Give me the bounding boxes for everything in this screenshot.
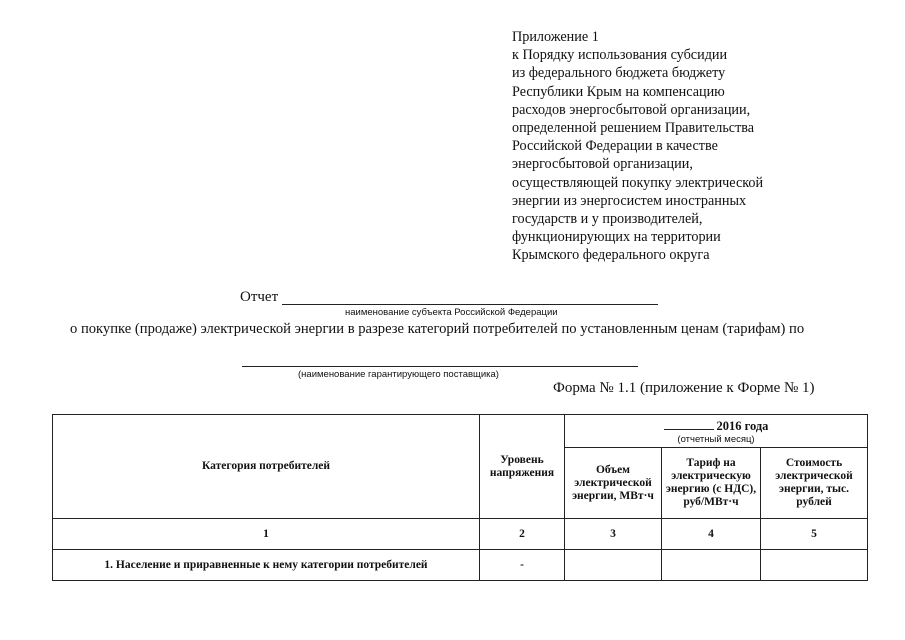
period-caption: (отчетный месяц)	[677, 434, 755, 445]
subject-fill-line	[282, 304, 658, 305]
header-tariff: Тариф на электрическую энергию (с НДС), руб/МВт·ч	[662, 448, 761, 519]
purchase-description: о покупке (продаже) электрической энергии в разрезе категорий потребителей по установленным ценам (тарифам) по	[70, 321, 805, 337]
report-title: Отчет	[240, 289, 279, 305]
column-number: 2	[480, 519, 565, 550]
appendix-line: энергии из энергосистем иностранных	[512, 192, 747, 209]
column-number: 4	[662, 519, 761, 550]
appendix-line: функционирующих на территории	[512, 229, 721, 246]
row-category: 1. Население и приравненные к нему категории потребителей	[53, 550, 480, 581]
header-cost: Стоимость электрической энергии, тыс. рублей	[761, 448, 868, 519]
appendix-block	[512, 28, 812, 265]
column-number: 1	[53, 519, 480, 550]
period-year: 2016 года	[716, 419, 769, 433]
period-month-blank	[664, 417, 714, 430]
header-voltage: Уровень напряжения	[480, 415, 565, 519]
appendix-line: государств и у производителей,	[512, 211, 703, 228]
subject-caption: наименование субъекта Российской Федерации	[345, 307, 558, 318]
appendix-line: определенной решением Правительства	[512, 120, 755, 137]
period-header	[565, 415, 868, 448]
supplier-caption: (наименование гарантирующего поставщика)	[298, 369, 499, 380]
appendix-line: к Порядку использования субсидии	[512, 47, 728, 64]
supplier-fill-line	[242, 366, 638, 367]
form-number: Форма № 1.1 (приложение к Форме № 1)	[553, 380, 815, 396]
column-number-row	[53, 519, 868, 550]
column-number: 5	[761, 519, 868, 550]
header-volume: Объем электрической энергии, МВт·ч	[565, 448, 662, 519]
appendix-line: Республики Крым на компенсацию	[512, 83, 725, 100]
report-table	[52, 414, 868, 581]
row-cost-cell[interactable]	[761, 550, 868, 581]
appendix-line: Российской Федерации в качестве	[512, 138, 718, 155]
appendix-line: Приложение 1	[512, 29, 599, 45]
table-row	[53, 550, 868, 581]
appendix-line: расходов энергосбытовой организации,	[512, 101, 751, 118]
row-tariff-cell[interactable]	[662, 550, 761, 581]
appendix-line: Крымского федерального округа	[512, 247, 710, 264]
period-row	[53, 415, 868, 448]
header-category: Категория потребителей	[53, 415, 480, 519]
appendix-line: энергосбытовой организации,	[512, 156, 693, 173]
row-voltage: -	[480, 550, 565, 581]
appendix-line: осуществляющей покупку электрической	[512, 174, 764, 191]
row-volume-cell[interactable]	[565, 550, 662, 581]
appendix-line: из федерального бюджета бюджету	[512, 65, 726, 82]
column-number: 3	[565, 519, 662, 550]
